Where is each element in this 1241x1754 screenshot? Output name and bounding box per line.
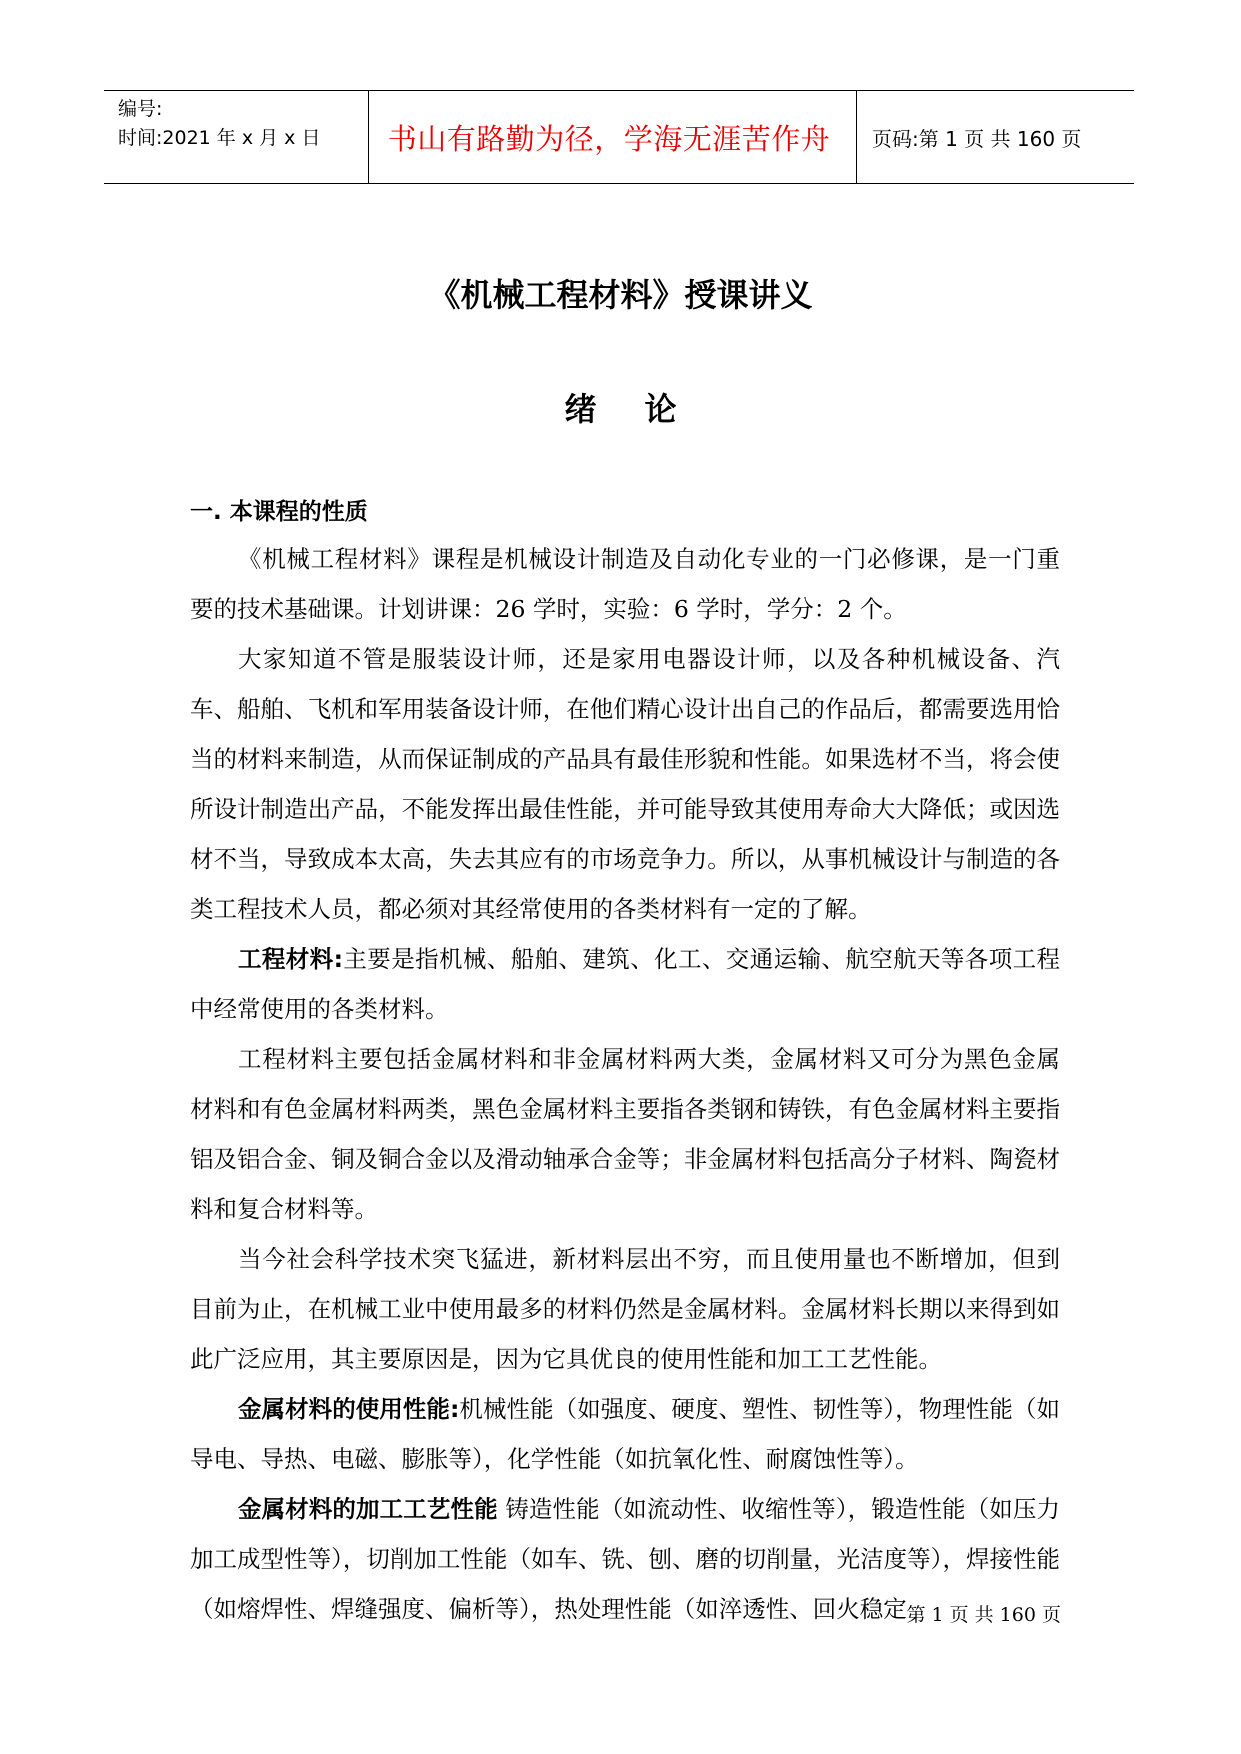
document-title: 《机械工程材料》授课讲义 <box>428 276 813 314</box>
header-divider <box>856 91 857 183</box>
section-title-char: 论 <box>644 390 677 428</box>
time-label: 时间:2021 年 x 月 x 日 <box>118 127 321 149</box>
header-table <box>104 90 1134 184</box>
paragraph: 当今社会科学技术突飞猛进，新材料层出不穷，而且使用量也不断增加，但到目前为止，在机械工业中使用最多的材料仍然是金属材料。金属材料长期以来得到如此广泛应用，其主要原因是，因为它具优良的使用性能和加工工艺性能。 <box>190 1245 1060 1373</box>
term-text: 机械性能（如强度、硬度、塑性、韧性等），物理性能（如导电、导热、电磁、膨胀等），化学性能（如抗氧化性、耐腐蚀性等）。 <box>190 1395 1060 1473</box>
number-label: 编号: <box>118 98 163 120</box>
paragraph: 《机械工程材料》课程是机械设计制造及自动化专业的一门必修课，是一门重要的技术基础课。计划讲课：26 学时，实验：6 学时，学分：2 个。 <box>190 545 1060 623</box>
section-title-char: 绪 <box>564 390 597 428</box>
paragraph: 大家知道不管是服装设计师，还是家用电器设计师，以及各种机械设备、汽车、船舶、飞机和军用装备设计师，在他们精心设计出自己的作品后，都需要选用恰当的材料来制造，从而保证制成的产品具有最佳形貌和性能。如果选材不当，将会使所设计制造出产品，不能发挥出最佳性能，并可能导致其使用寿命大大降低；或因选材不当，导致成本太高，失去其应有的市场竞争力。所以，从事机械设计与制造的各类工程技术人员，都必须对其经常使用的各类材料有一定的了解。 <box>190 645 1060 923</box>
header-motto: 书山有路勤为径，学海无涯苦作舟 <box>387 121 831 156</box>
paragraph <box>190 1384 1060 1484</box>
header-meta <box>118 95 368 153</box>
paragraph: 工程材料主要包括金属材料和非金属材料两大类，金属材料又可分为黑色金属材料和有色金属材料两类，黑色金属材料主要指各类钢和铸铁，有色金属材料主要指铝及铝合金、铜及铜合金以及滑动轴承合金等；非金属材料包括高分子材料、陶瓷材料和复合材料等。 <box>190 1045 1060 1223</box>
term-label: 金属材料的使用性能: <box>238 1395 460 1423</box>
term-text: 铸造性能（如流动性、收缩性等），锻造性能（如压力加工成型性等），切削加工性能（如车、铣、刨、磨的切削量，光洁度等），焊接性能（如熔焊性、焊缝强度、偏析等），热处理性能（如淬透性、回火稳定 <box>190 1495 1060 1623</box>
document-body <box>190 494 1060 1634</box>
section-title <box>0 384 1241 430</box>
term-label: 工程材料: <box>238 945 343 973</box>
term-text: 主要是指机械、船舶、建筑、化工、交通运输、航空航天等各项工程中经常使用的各类材料。 <box>190 945 1060 1023</box>
header-page-code: 页码:第 1 页 共 160 页 <box>872 126 1082 151</box>
page-footer: 第 1 页 共 160 页 <box>906 1604 1061 1626</box>
heading-course-nature: 一. 本课程的性质 <box>190 499 368 525</box>
term-label: 金属材料的加工工艺性能 <box>238 1495 498 1523</box>
paragraph <box>190 934 1060 1034</box>
